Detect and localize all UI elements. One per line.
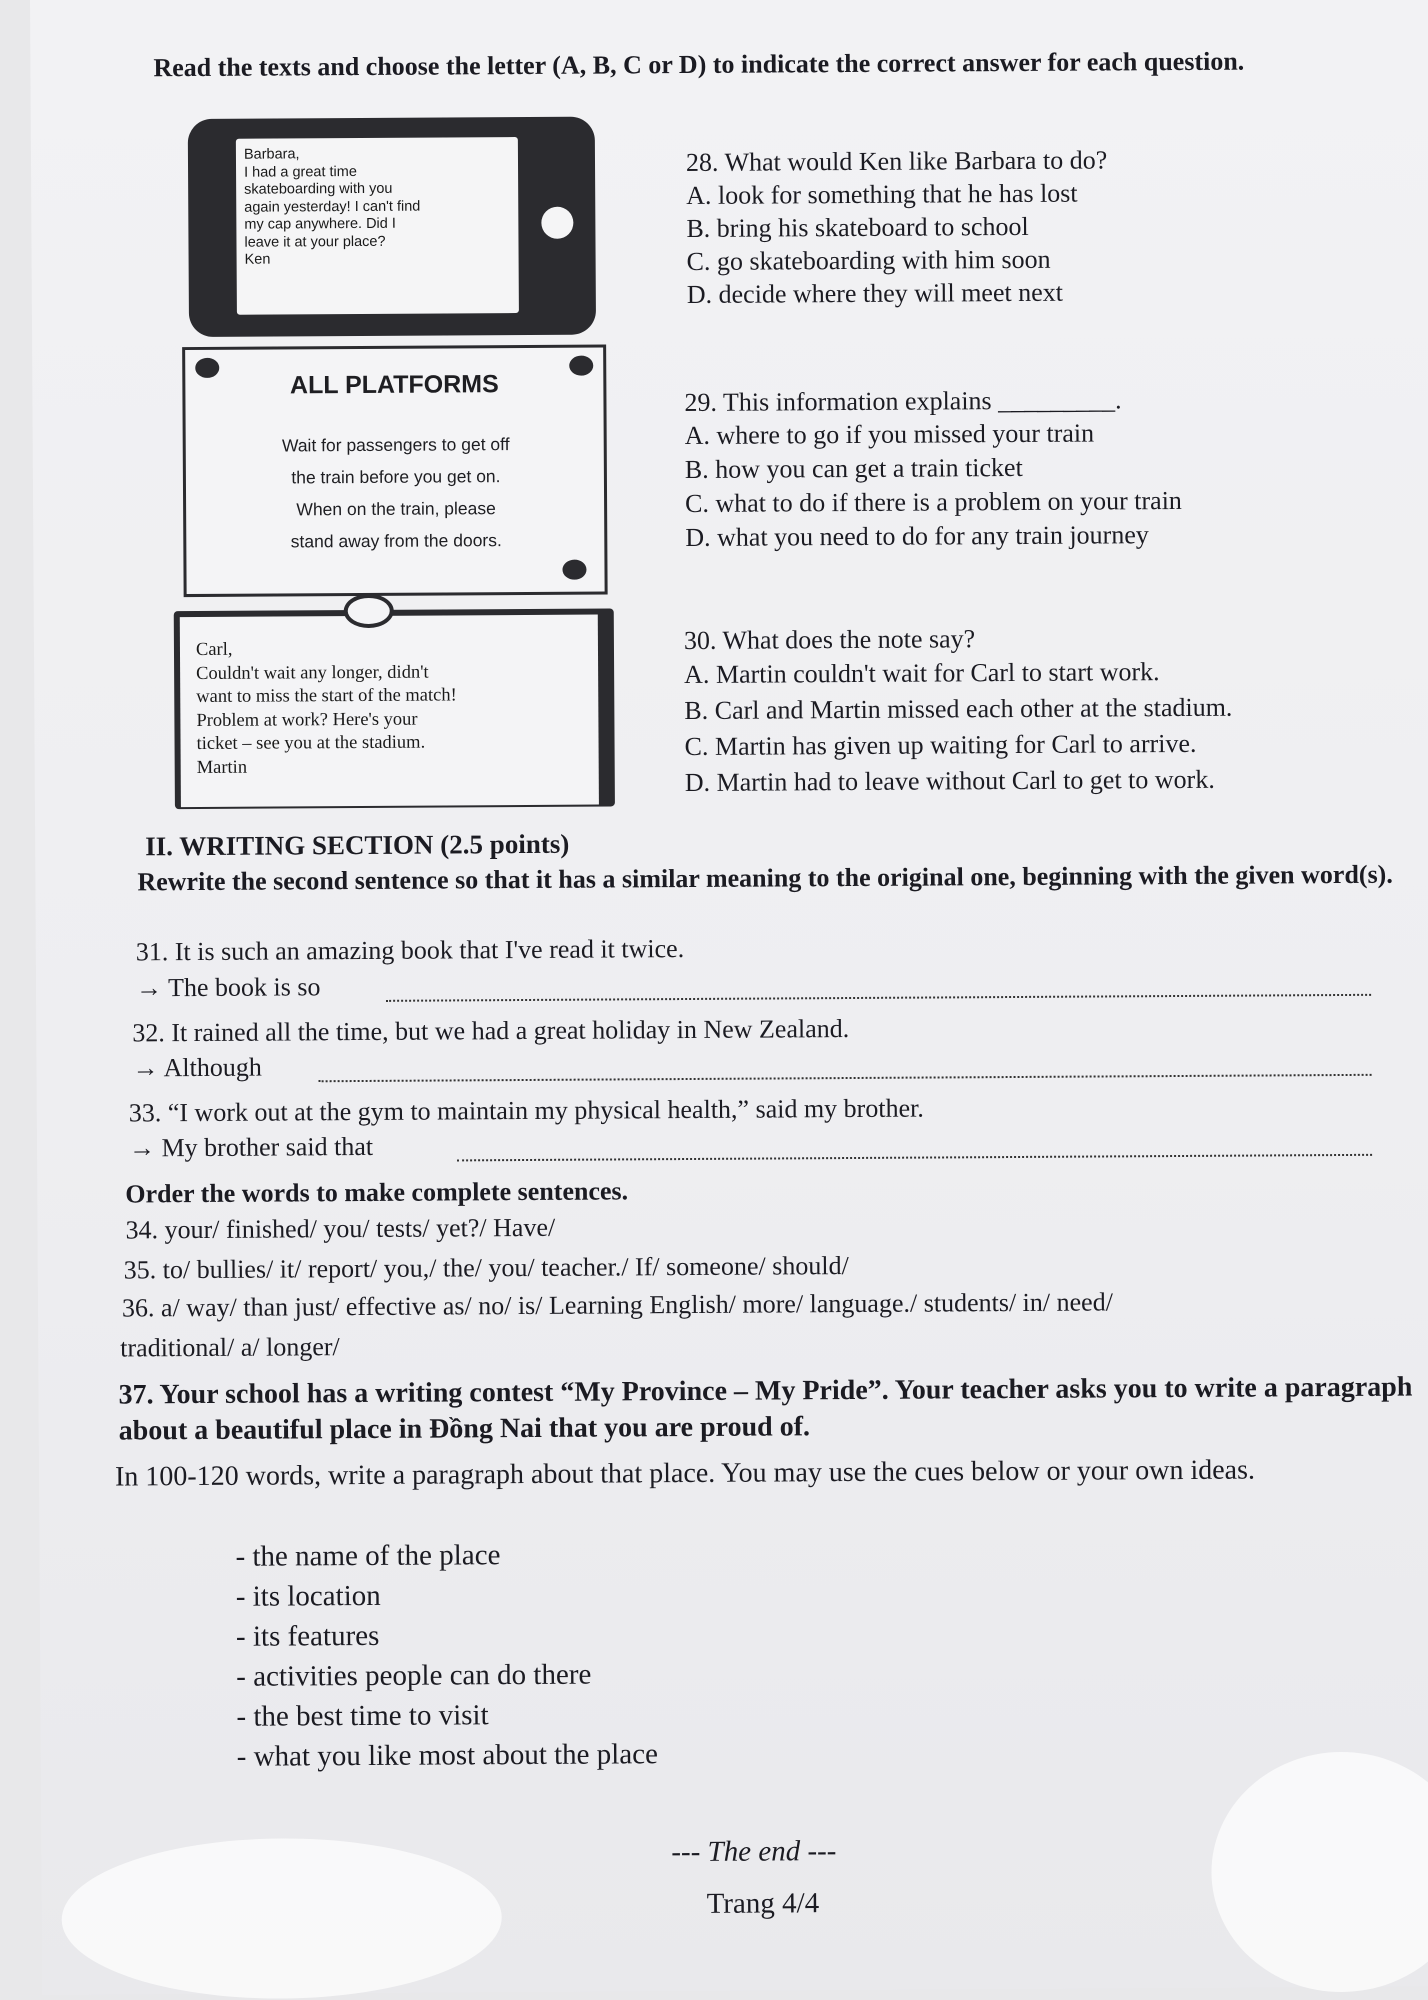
note-line: want to miss the start of the match! [196,685,457,707]
order-item-36: 36. a/ way/ than just/ effective as/ no/ is/ Learning English/ more/ language./ students/ in/ need/ [121,1287,1113,1323]
question-stem: 28. What would Ken like Barbara to do? [685,145,1108,177]
order-item-36-cont: traditional/ a/ longer/ [120,1332,340,1363]
glare-patch [61,1837,502,2000]
phone-line: Barbara, [243,146,300,163]
option-c[interactable]: C. Martin has given up waiting for Carl to arrive. [684,728,1197,762]
rewrite-prompt-32: → Although [132,1052,262,1083]
phone-line: my cap anywhere. Did I [244,215,396,233]
note-line: Problem at work? Here's your [196,709,418,731]
phone-line: skateboarding with you [244,180,393,198]
handwritten-note-graphic [174,608,615,809]
phone-message-text [244,145,507,269]
phone-line: leave it at your place? [244,233,386,251]
cue-item: - its features [235,1619,380,1653]
cue-item: - the best time to visit [236,1699,489,1733]
note-paper [180,615,599,808]
sign-line: stand away from the doors. [290,530,502,552]
phone-line: Ken [244,251,271,268]
phone-line: I had a great time [244,163,357,181]
sign-text [216,428,577,558]
option-a[interactable]: A. Martin couldn't wait for Carl to start work. [684,657,1160,690]
question-29 [684,383,1182,555]
q37-title: 37. Your school has a writing contest “My Province – My Pride”. Your teacher asks you to write a paragraph about a beautiful place in Đồng Nai that you are proud of. [118,1371,1413,1447]
phone-message-graphic [188,117,596,337]
option-d[interactable]: D. what you need to do for any train journey [685,520,1149,553]
cue-list [235,1534,658,1777]
rewrite-item-33: 33. “I work out at the gym to maintain my physical health,” said my brother. [128,1093,924,1128]
sign-line: When on the train, please [296,498,496,520]
question-28 [686,143,1108,311]
option-d[interactable]: D. decide where they will meet next [686,277,1064,309]
rewrite-instruction: Rewrite the second sentence so that it has a similar meaning to the original one, beginning with the given word(s). [137,859,1393,897]
phone-home-button-icon [541,207,573,239]
note-line: Couldn't wait any longer, didn't [196,662,429,684]
sign-line: the train before you get on. [291,466,501,488]
cue-item: - its location [235,1579,381,1613]
writing-section-heading: II. WRITING SECTION (2.5 points) [145,828,570,862]
rewrite-prompt-33: → My brother said that [128,1131,374,1163]
answer-line-33[interactable] [457,1154,1372,1162]
end-marker: --- The end --- [671,1835,837,1869]
option-d[interactable]: D. Martin had to leave without Carl to get to work. [684,764,1215,798]
question-stem: 29. This information explains _________. [684,385,1122,418]
order-item-35: 35. to/ bullies/ it/ report/ you,/ the/ you/ teacher./ If/ someone/ should/ [123,1251,849,1285]
phone-line: again yesterday! I can't find [244,198,421,216]
note-line: Carl, [195,639,233,660]
note-line: ticket – see you at the stadium. [196,732,426,754]
option-b[interactable]: B. how you can get a train ticket [684,452,1023,485]
note-line: Martin [196,757,248,778]
cue-item: - what you like most about the place [236,1738,659,1773]
exam-page [30,0,1428,1995]
option-a[interactable]: A. where to go if you missed your train [684,418,1095,451]
order-item-34: 34. your/ finished/ you/ tests/ yet?/ Have/ [125,1212,556,1245]
phone-screen [236,137,519,315]
option-b[interactable]: B. bring his skateboard to school [686,211,1029,243]
question-stem: 30. What does the note say? [683,624,976,656]
order-instruction: Order the words to make complete sentences. [125,1176,629,1209]
q37-instruction: In 100-120 words, write a paragraph about that place. You may use the cues below or your own ideas. [114,1454,1256,1493]
cue-item: - the name of the place [235,1539,501,1573]
option-a[interactable]: A. look for something that he has lost [686,178,1078,210]
cue-item: - activities people can do there [236,1658,592,1693]
sign-line: Wait for passengers to get off [281,434,510,456]
answer-line-32[interactable] [319,1074,1372,1082]
speech-dot-icon [562,560,586,580]
option-b[interactable]: B. Carl and Martin missed each other at the stadium. [684,692,1233,726]
rewrite-prompt-31: → The book is so [135,972,321,1003]
sign-title: ALL PLATFORMS [289,370,499,400]
page-number: Trang 4/4 [706,1887,820,1920]
rewrite-item-32: 32. It rained all the time, but we had a great holiday in New Zealand. [132,1014,850,1048]
pin-ring-icon [344,594,394,628]
answer-line-31[interactable] [386,994,1371,1002]
option-c[interactable]: C. go skateboarding with him soon [686,244,1051,276]
option-c[interactable]: C. what to do if there is a problem on your train [684,485,1182,519]
rewrite-item-31: 31. It is such an amazing book that I've read it twice. [135,934,685,967]
question-30 [684,621,1233,801]
platform-sign [182,344,608,597]
note-text [196,637,587,780]
glare-patch [1211,1751,1428,1993]
reading-instructions: Read the texts and choose the letter (A, B, C or D) to indicate the correct answer for each question. [153,46,1245,83]
